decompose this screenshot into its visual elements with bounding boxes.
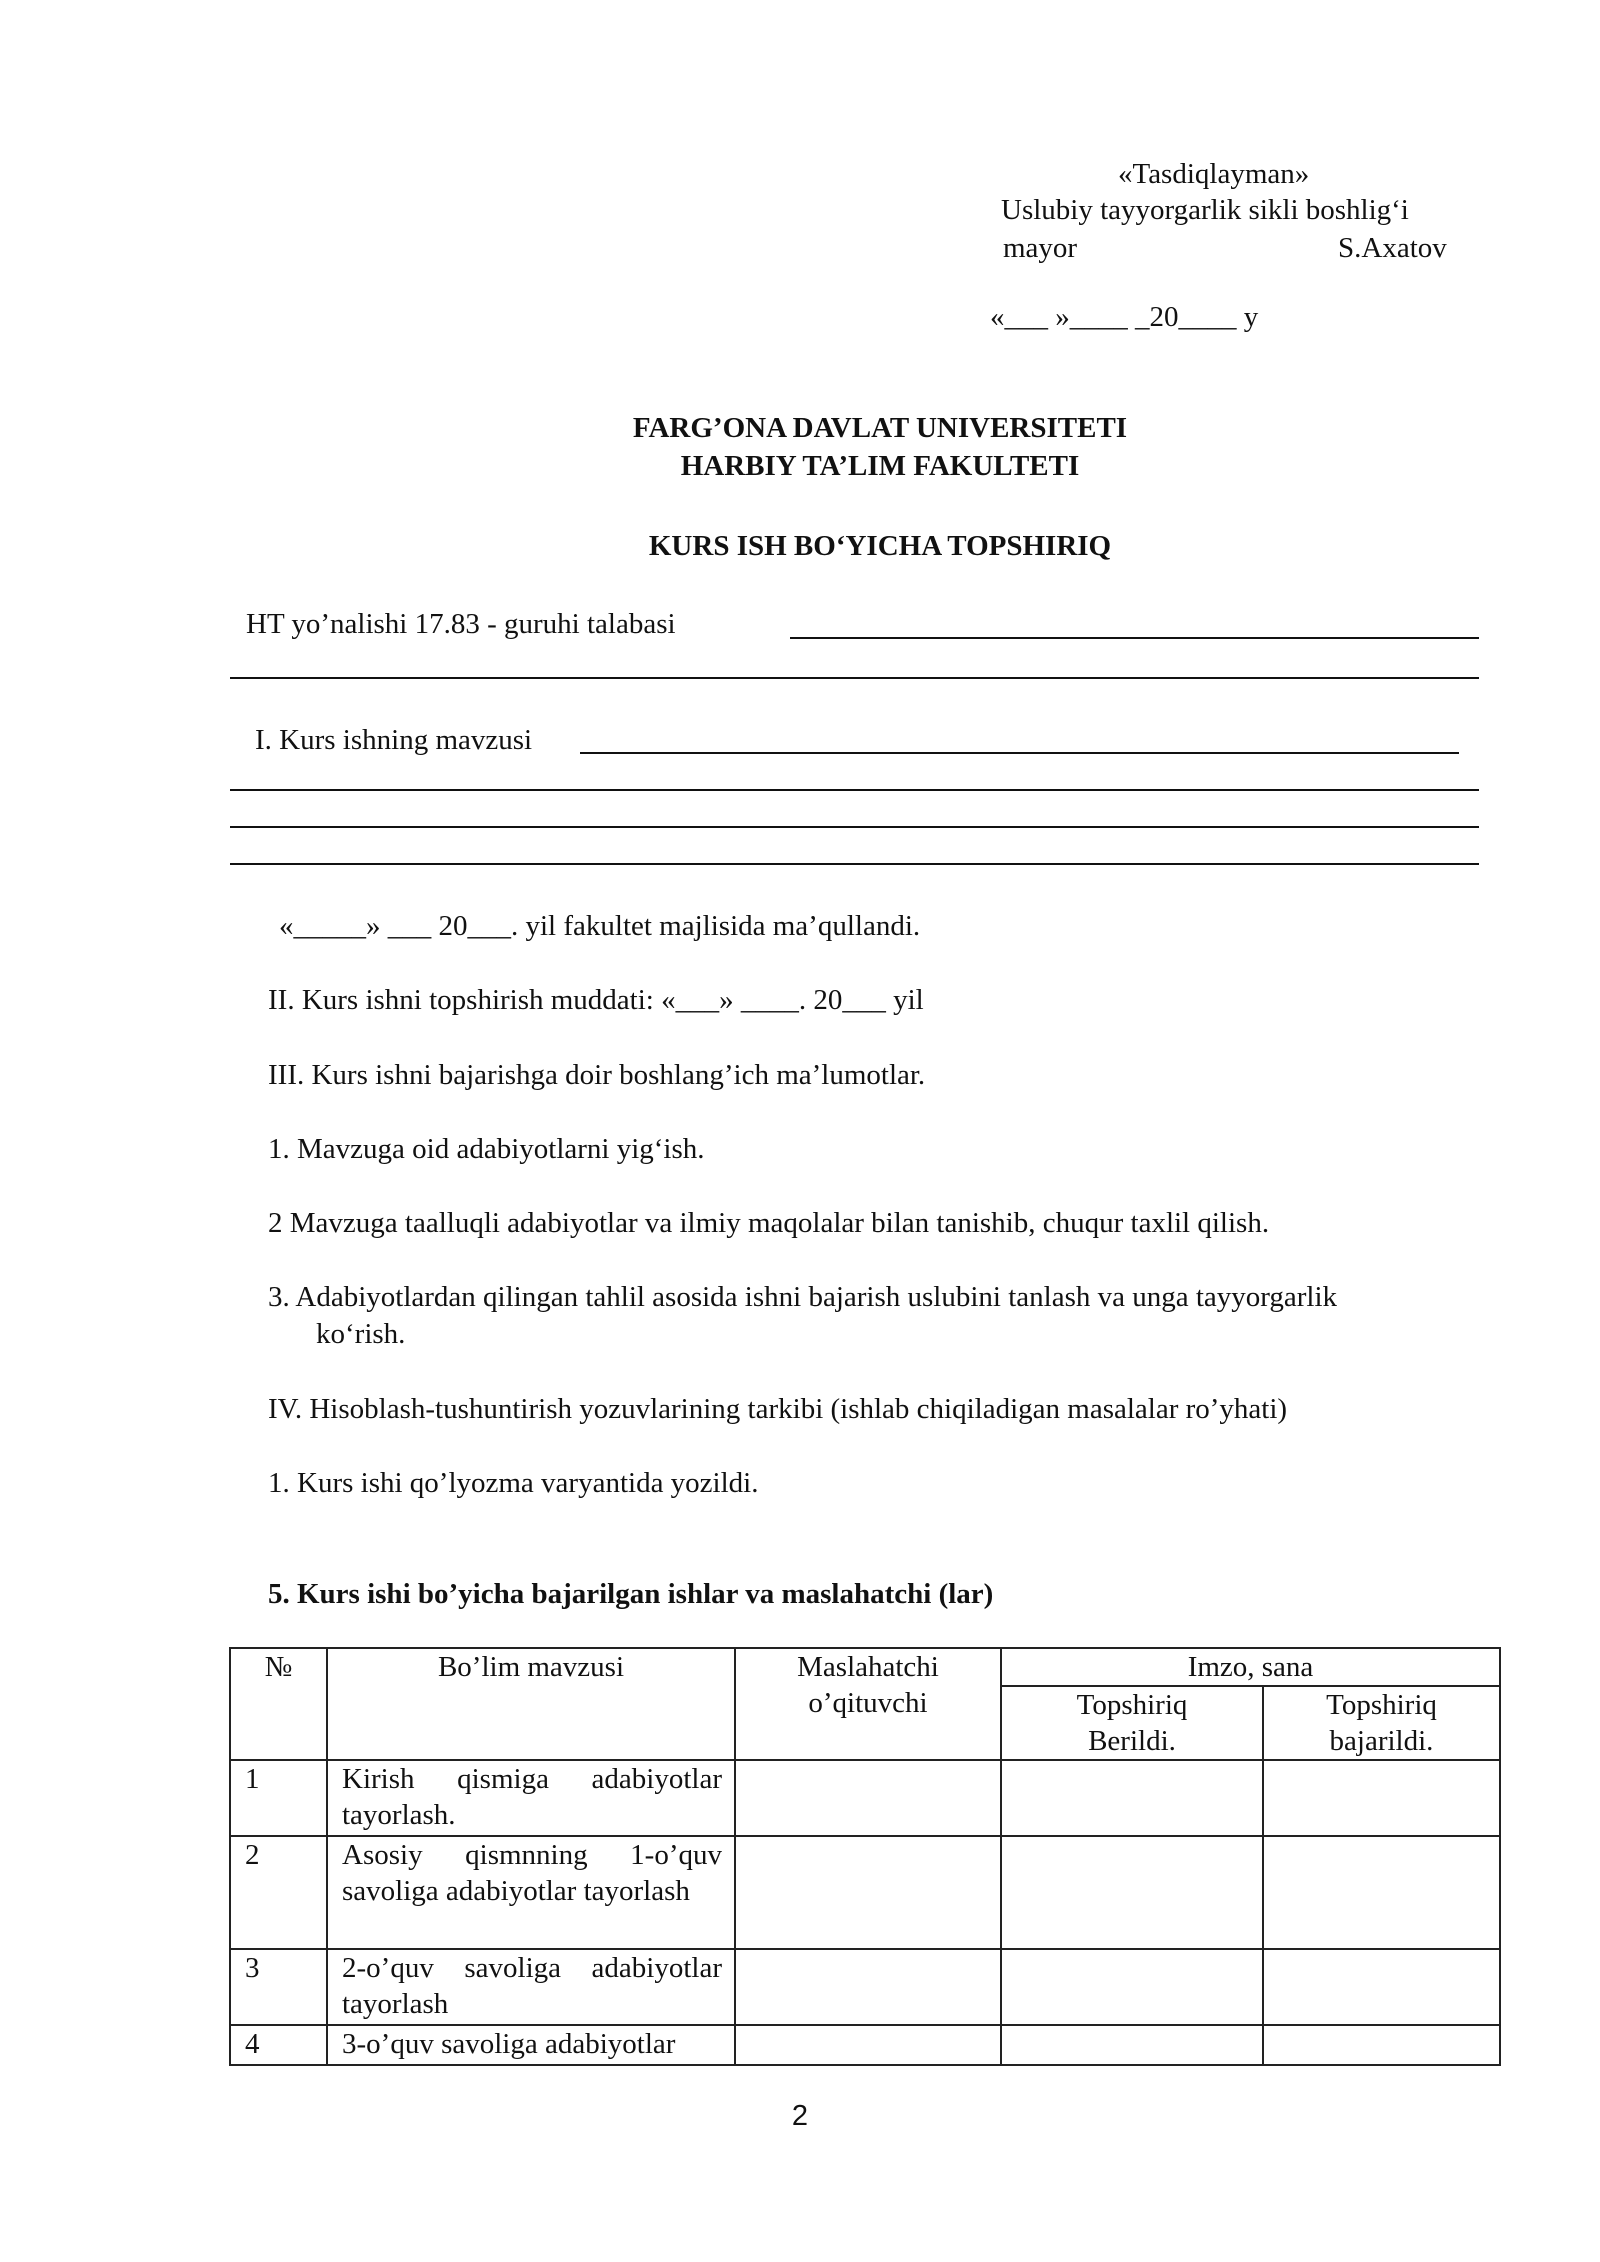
advisor-cell [735,1949,1001,2025]
row-topic: 3-o’quv savoliga adabiyotlar [327,2025,735,2065]
row-topic: Kirish qismiga adabiyotlar tayorlash. [327,1760,735,1836]
list-item: 3. Adabiyotlardan qilingan tahlil asosida ishni bajarish uslubini tanlash va unga tayyorgarlik [268,1281,1338,1313]
initial-data-heading: III. Kurs ishni bajarishga doir boshlang’ich ma’lumotlar. [268,1059,926,1091]
table-row [230,1949,1500,2025]
given-cell [1001,1836,1263,1949]
approval-name: S.Axatov [1338,232,1447,264]
deadline-line: II. Kurs ishni topshirish muddati: «___» ____. 20___ yil [268,984,924,1016]
row-number: 4 [230,2025,327,2065]
topic-line [580,752,1459,754]
section4-heading: IV. Hisoblash-tushuntirish yozuvlarining tarkibi (ishlab chiqiladigan masalalar ro’yhati) [268,1393,1288,1425]
given-cell [1001,1760,1263,1836]
tasks-table [229,1647,1501,2066]
list-item: 2 Mavzuga taalluqli adabiyotlar va ilmiy maqolalar bilan tanishib, chuqur taxlil qilish. [268,1207,1270,1239]
blank-line [230,789,1479,791]
student-label: HT yo’nalishi 17.83 - guruhi talabasi [246,608,676,640]
document-title: KURS ISH BO‘YICHA TOPSHIRIQ [648,530,1112,562]
university-name: FARG’ONA DAVLAT UNIVERSITETI [632,412,1128,444]
row-topic: Asosiy qismnning 1-o’quv savoliga adabiyotlar tayorlash [327,1836,735,1949]
table-heading: 5. Kurs ishi bo’yicha bajarilgan ishlar va maslahatchi (lar) [268,1578,994,1610]
given-cell [1001,1949,1263,2025]
header-signature-date: Imzo, sana [1001,1648,1500,1686]
header-task-given: Topshiriq Berildi. [1001,1686,1263,1760]
table-row [230,2025,1500,2065]
section4-item: 1. Kurs ishi qo’lyozma varyantida yozildi. [268,1467,759,1499]
header-advisor: Maslahatchi o’qituvchi [735,1648,1001,1760]
approval-title: «Tasdiqlayman» [1118,158,1310,190]
list-item: 1. Mavzuga oid adabiyotlarni yig‘ish. [268,1133,705,1165]
header-task-completed: Topshiriq bajarildi. [1263,1686,1500,1760]
table-row [230,1760,1500,1836]
blank-line [230,826,1479,828]
student-name-line [790,637,1479,639]
row-number: 2 [230,1836,327,1949]
completed-cell [1263,2025,1500,2065]
completed-cell [1263,1949,1500,2025]
completed-cell [1263,1760,1500,1836]
row-number: 1 [230,1760,327,1836]
list-item-continuation: ko‘rish. [316,1318,406,1350]
row-topic: 2-o’quv savoliga adabiyotlar tayorlash [327,1949,735,2025]
given-cell [1001,2025,1263,2065]
page-number: 2 [791,2100,809,2132]
header-topic: Bo’lim mavzusi [327,1648,735,1760]
blank-line [230,677,1479,679]
advisor-cell [735,1836,1001,1949]
advisor-cell [735,1760,1001,1836]
table-row [230,1836,1500,1949]
approval-position: Uslubiy tayyorgarlik sikli boshlig‘i [1001,194,1409,226]
approval-date: «___ »____ _20____ y [990,301,1259,333]
approval-rank: mayor [1003,232,1078,264]
completed-cell [1263,1836,1500,1949]
table-header-row [230,1648,1500,1686]
topic-label: I. Kurs ishning mavzusi [255,724,533,756]
row-number: 3 [230,1949,327,2025]
blank-line [230,863,1479,865]
faculty-name: HARBIY TA’LIM FAKULTETI [680,450,1080,482]
advisor-cell [735,2025,1001,2065]
header-number: № [230,1648,327,1760]
approved-line: «_____» ___ 20___. yil fakultet majlisida ma’qullandi. [279,910,921,942]
